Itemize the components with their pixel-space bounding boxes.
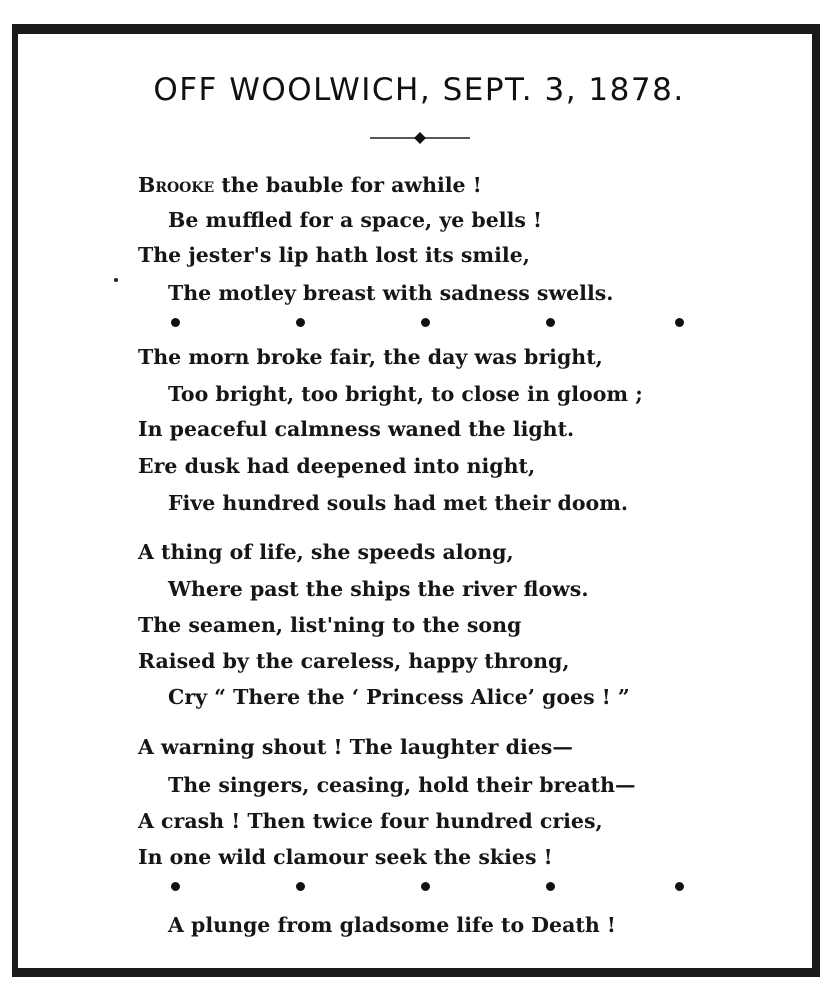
- poem-title: OFF WOOLWICH, SEPT. 3, 1878.: [153, 72, 685, 108]
- stanza3-line5: Cry “ There the ‘ Princess Alice’ goes ! ”: [168, 685, 630, 709]
- stanza1-line1: [138, 172, 482, 198]
- ellipsis-dot: [421, 882, 430, 891]
- stanza4-line1: A warning shout ! The laughter dies—: [138, 735, 573, 759]
- stanza2-line5: Five hundred souls had met their doom.: [168, 491, 629, 515]
- stanza4-line3: A crash ! Then twice four hundred cries,: [138, 809, 603, 833]
- ellipsis-dot: [296, 882, 305, 891]
- ellipsis-dot: [171, 318, 180, 327]
- stanza1-line4: The motley breast with sadness swells.: [168, 281, 614, 305]
- stanza2-line3: In peaceful calmness waned the light.: [138, 417, 575, 441]
- stanza4-line5: A plunge from gladsome life to Death !: [168, 913, 616, 937]
- stanza3-line4: Raised by the careless, happy throng,: [138, 649, 570, 673]
- stanza1-line2: Be muffled for a space, ye bells !: [168, 208, 543, 232]
- ellipsis-dot: [675, 318, 684, 327]
- ellipsis-dots-row: [160, 880, 700, 896]
- ellipsis-dot: [421, 318, 430, 327]
- stanza4-line2: The singers, ceasing, hold their breath—: [168, 773, 636, 797]
- stanza2-line1: The morn broke fair, the day was bright,: [138, 345, 603, 369]
- stanza4-line4: In one wild clamour seek the skies !: [138, 845, 553, 869]
- stanza3-line2: Where past the ships the river flows.: [168, 577, 589, 601]
- ellipsis-dot: [546, 882, 555, 891]
- line-text: the bauble for awhile !: [214, 173, 482, 197]
- ellipsis-dot: [296, 318, 305, 327]
- stanza2-line2: Too bright, too bright, to close in gloom ;: [168, 382, 643, 406]
- stanza3-line3: The seamen, list'ning to the song: [138, 613, 522, 637]
- ellipsis-dot: [171, 882, 180, 891]
- stanza3-line1: A thing of life, she speeds along,: [138, 540, 514, 564]
- small-caps-word: rooke: [155, 173, 215, 197]
- stanza2-line4: Ere dusk had deepened into night,: [138, 454, 536, 478]
- ellipsis-dots-row: [160, 316, 700, 332]
- ellipsis-dot: [546, 318, 555, 327]
- ellipsis-dot: [675, 882, 684, 891]
- drop-initial: B: [138, 173, 156, 197]
- stanza1-line3: The jester's lip hath lost its smile,: [138, 243, 530, 267]
